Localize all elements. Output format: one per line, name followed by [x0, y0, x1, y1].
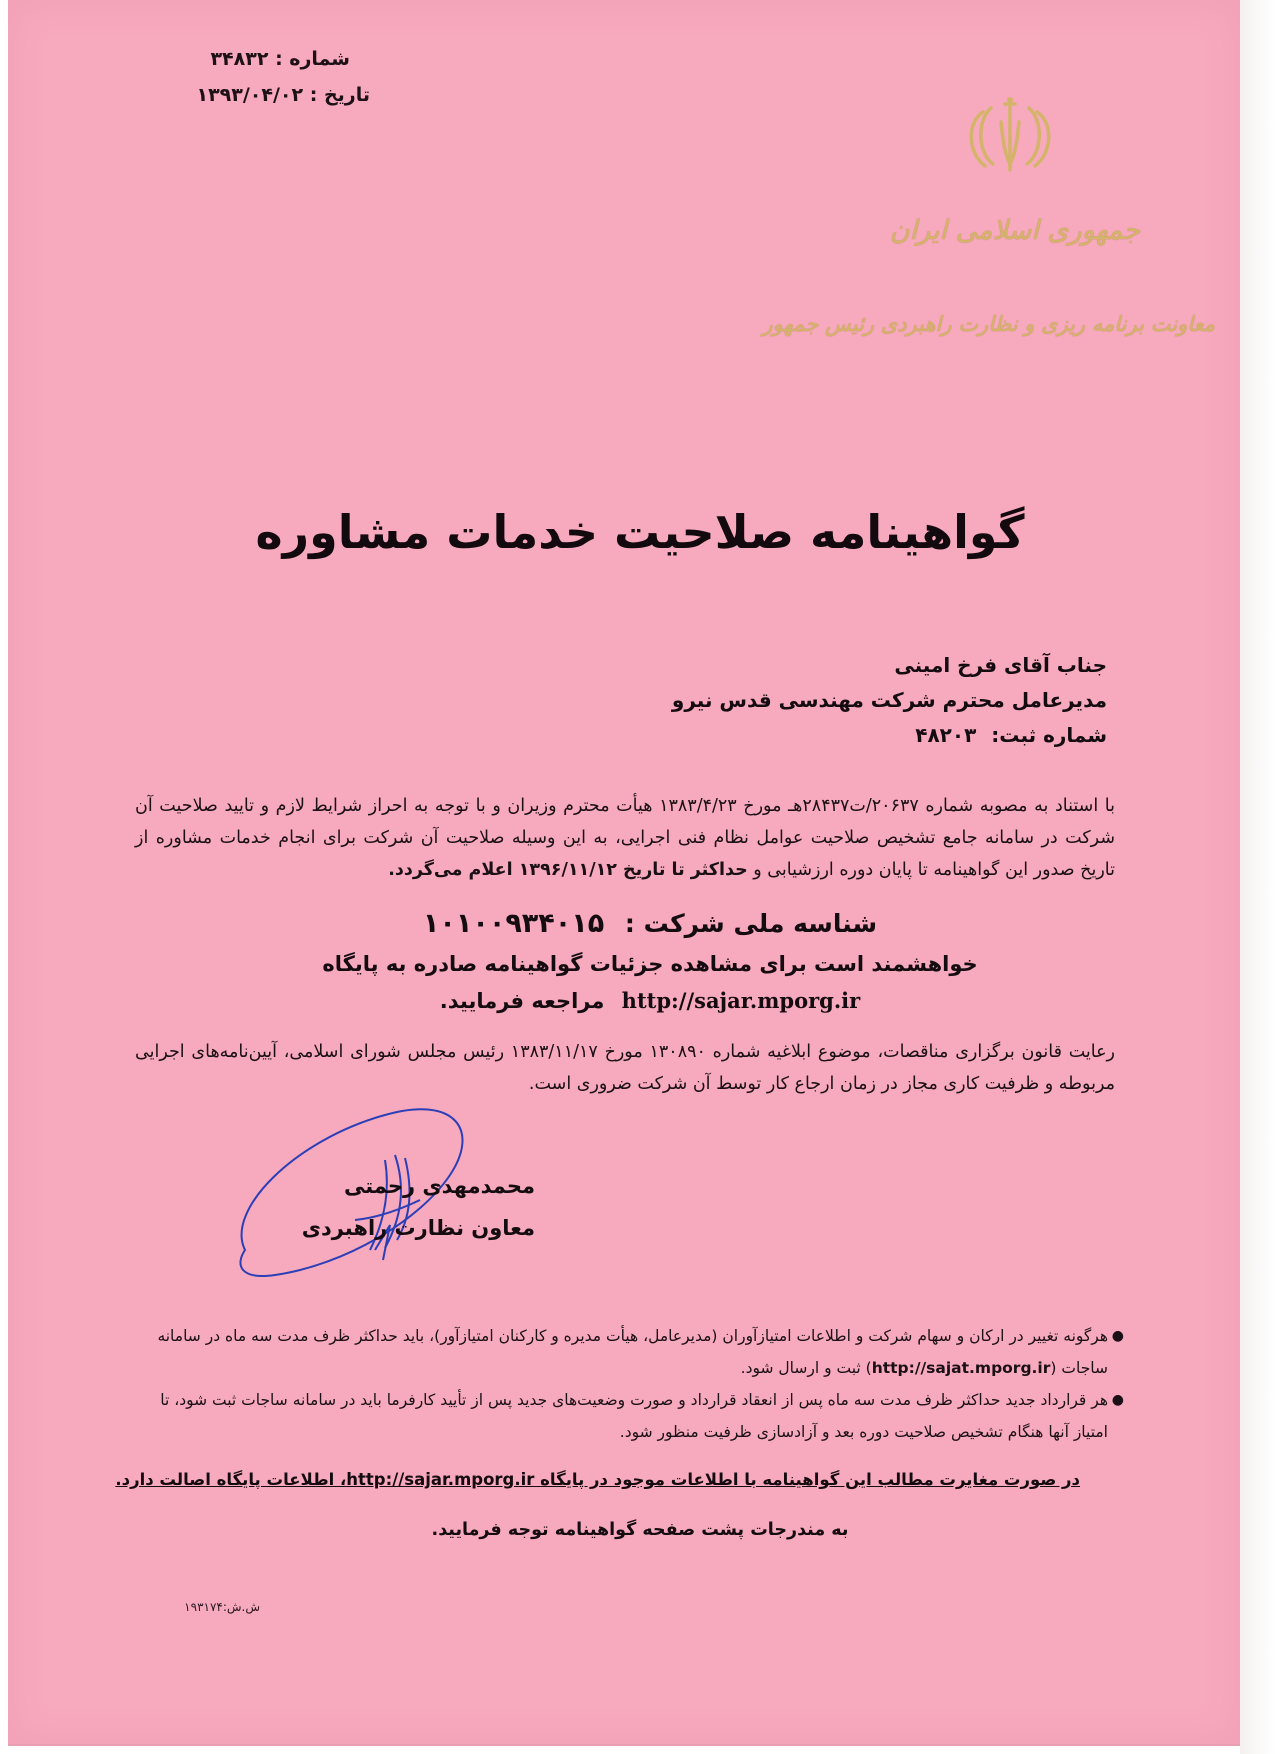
recipient-name: جناب آقای فرخ امینی [894, 653, 1107, 677]
registration-value: ۴۸۲۰۳ [915, 723, 977, 747]
bullet-icon: ● [1111, 1392, 1124, 1408]
visit-instruction-line2 [300, 988, 1000, 1013]
recipient-block [407, 648, 1107, 753]
scan-edge [1240, 0, 1275, 1754]
main-paragraph-text: با استناد به مصوبه شماره ۲۰۶۳۷/ت۲۸۴۳۷هـ مورخ ۱۳۸۳/۴/۲۳ هیأت محترم وزیران و با توجه به احراز شرایط لازم و تایید صلاحیت آن شرکت در سامانه جامع تشخیص صلاحیت عوامل نظام فنی اجرایی، به این وسیله صلاحیت آن شرکت برای انجام خدمات مشاوره از تاریخ صدور این گواهینامه تا پایان دوره ارزشیابی و [135, 796, 1115, 880]
validity-deadline: حداکثر تا تاریخ ۱۳۹۶/۱۱/۱۲ اعلام می‌گردد. [388, 860, 748, 880]
note-text-after: ) ثبت و ارسال شود. [740, 1359, 872, 1377]
letter-date-value: ۱۳۹۳/۰۴/۰۲ [196, 84, 304, 106]
registration-number [407, 718, 1107, 753]
sajat-url-link[interactable]: http://sajat.mporg.ir [871, 1359, 1051, 1377]
bullet-icon: ● [1111, 1328, 1124, 1344]
sajar-url-link[interactable]: http://sajar.mporg.ir [621, 988, 861, 1013]
letter-number-value: ۳۴۸۳۲ [210, 48, 269, 70]
recipient-position: مدیرعامل محترم شرکت مهندسی قدس نیرو [671, 688, 1107, 712]
note-item [150, 1384, 1124, 1448]
registration-label: شماره ثبت: [991, 723, 1107, 747]
note-text: هرگونه تغییر در ارکان و سهام شرکت و اطلاعات امتیازآوران (مدیرعامل، هیأت مدیره و کارکنان امتیازآور)، باید حداکثر ظرف مدت سه ماه در سامانه ساجات ( [157, 1327, 1108, 1377]
certificate-title: گواهینامه صلاحیت خدمات مشاوره [255, 505, 1025, 559]
notes-list [150, 1320, 1124, 1448]
discrepancy-after: ، اطلاعات پایگاه اصالت دارد. [115, 1470, 347, 1489]
discrepancy-note [115, 1470, 1080, 1489]
note-text: هر قرارداد جدید حداکثر ظرف مدت سه ماه پس از انعقاد قرارداد و صورت وضعیت‌های جدید پس از تأیید کارفرما باید در سامانه ساجات ثبت شود، تا امتیاز آنها هنگام تشخیص صلاحیت دوره بعد و آزادسازی ظرفیت منظور شود. [160, 1391, 1108, 1441]
national-id-label: شناسه ملی شرکت : [624, 909, 878, 938]
signatory-name: محمدمهدی رحمتی [343, 1174, 535, 1198]
iran-emblem-icon [955, 92, 1065, 182]
visit-suffix: مراجعه فرمایید. [439, 989, 605, 1013]
letterhead-office: معاونت برنامه ریزی و نظارت راهبردی رئیس جمهور [762, 312, 1215, 336]
letterhead-country: جمهوری اسلامی ایران [889, 215, 1141, 246]
signatory [245, 1165, 535, 1249]
visit-instruction-line1: خواهشمند است برای مشاهده جزئیات گواهینامه صادره به پایگاه [322, 952, 978, 976]
main-paragraph [135, 790, 1115, 886]
letter-number [160, 48, 350, 70]
signatory-position: معاون نظارت راهبردی [301, 1216, 535, 1240]
back-page-note: به مندرجات پشت صفحه گواهینامه توجه فرمایید. [431, 1520, 849, 1540]
law-paragraph: رعایت قانون برگزاری مناقصات، موضوع ابلاغیه شماره ۱۳۰۸۹۰ مورخ ۱۳۸۳/۱۱/۱۷ رئیس مجلس شورای اسلامی، آیین‌نامه‌های اجرایی مربوطه و ظرفیت کاری مجاز در زمان ارجاع کار توسط آن شرکت ضروری است. [135, 1042, 1115, 1094]
note-item [150, 1320, 1124, 1384]
discrepancy-before: در صورت مغایرت مطالب این گواهینامه با اطلاعات موجود در پایگاه [540, 1470, 1080, 1489]
letter-date [160, 84, 370, 106]
serial-number: ش.ش:۱۹۳۱۷۴ [184, 1600, 260, 1614]
letter-number-label: شماره : [275, 48, 350, 70]
national-id-value: ۱۰۱۰۰۹۳۴۰۱۵ [422, 908, 605, 939]
national-id [300, 908, 1000, 939]
letter-date-label: تاریخ : [309, 84, 370, 106]
discrepancy-url-link[interactable]: http://sajar.mporg.ir [346, 1470, 535, 1489]
